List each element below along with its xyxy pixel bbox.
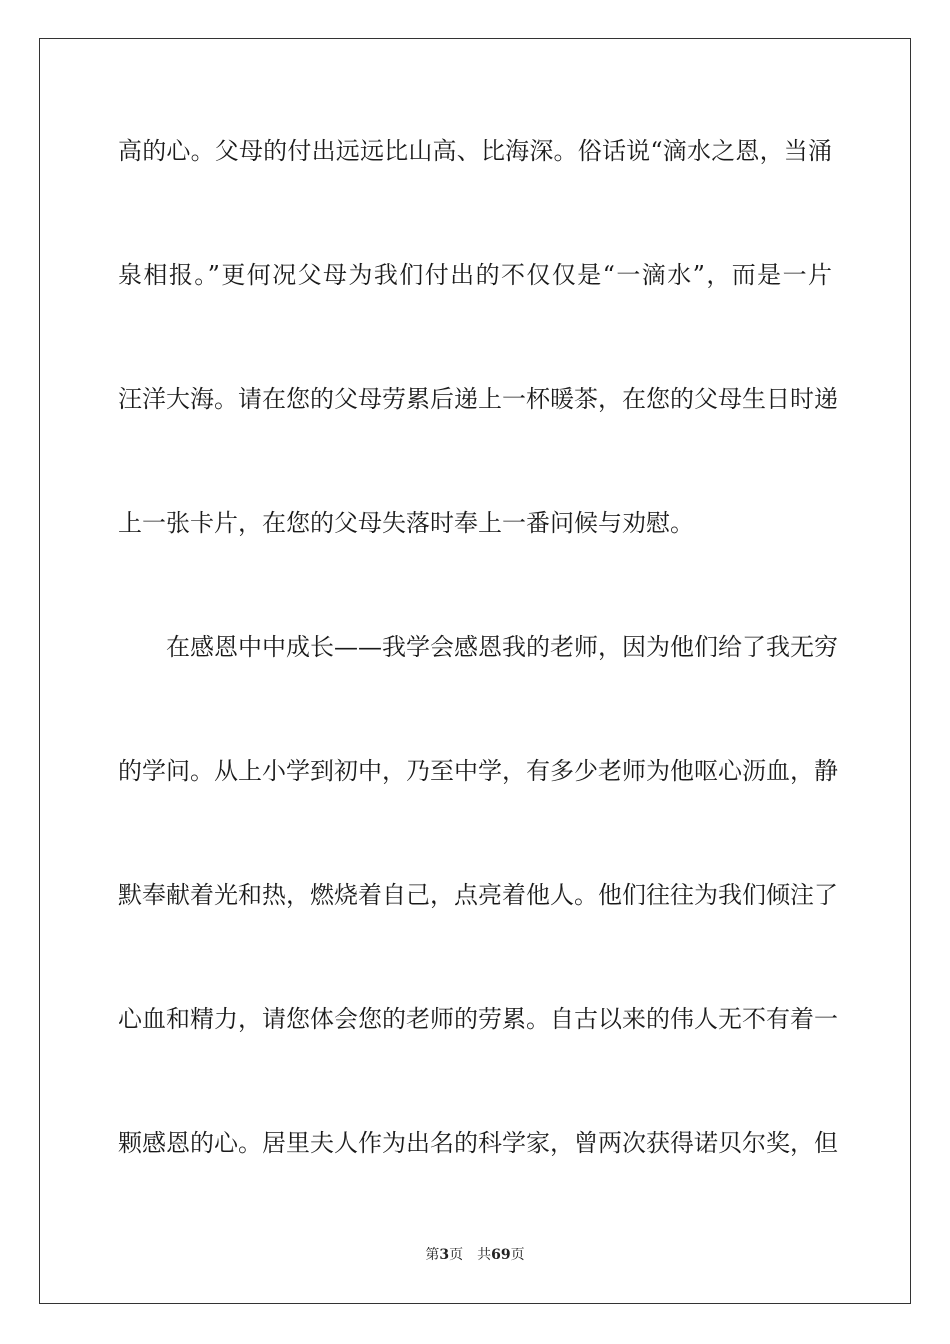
body-text-line: 上一张卡片，在您的父母失落时奉上一番问候与劝慰。 <box>118 509 694 537</box>
body-text-line: 泉相报。”更何况父母为我们付出的不仅仅是“一滴水”，而是一片 <box>118 261 832 289</box>
page-number: 3 <box>439 1247 450 1263</box>
page-border <box>39 38 911 1304</box>
page-footer <box>0 1245 950 1265</box>
total-pages: 69 <box>491 1247 511 1263</box>
body-text-line: 的学问。从上小学到初中，乃至中学，有多少老师为他呕心沥血，静 <box>118 757 838 785</box>
page-suffix: 页 <box>449 1247 464 1263</box>
body-text-line: 颗感恩的心。居里夫人作为出名的科学家，曾两次获得诺贝尔奖，但 <box>118 1129 838 1157</box>
total-suffix: 页 <box>510 1247 525 1263</box>
body-text-line: 汪洋大海。请在您的父母劳累后递上一杯暖茶，在您的父母生日时递 <box>118 385 838 413</box>
body-text-line: 高的心。父母的付出远远比山高、比海深。俗话说“滴水之恩，当涌 <box>118 137 832 165</box>
paragraph-first-line: 在感恩中中成长——我学会感恩我的老师，因为他们给了我无穷 <box>166 633 838 661</box>
total-prefix: 共 <box>477 1247 492 1263</box>
body-text-line: 心血和精力，请您体会您的老师的劳累。自古以来的伟人无不有着一 <box>118 1005 838 1033</box>
page-prefix: 第 <box>425 1247 440 1263</box>
body-text-line: 默奉献着光和热，燃烧着自己，点亮着他人。他们往往为我们倾注了 <box>118 881 838 909</box>
